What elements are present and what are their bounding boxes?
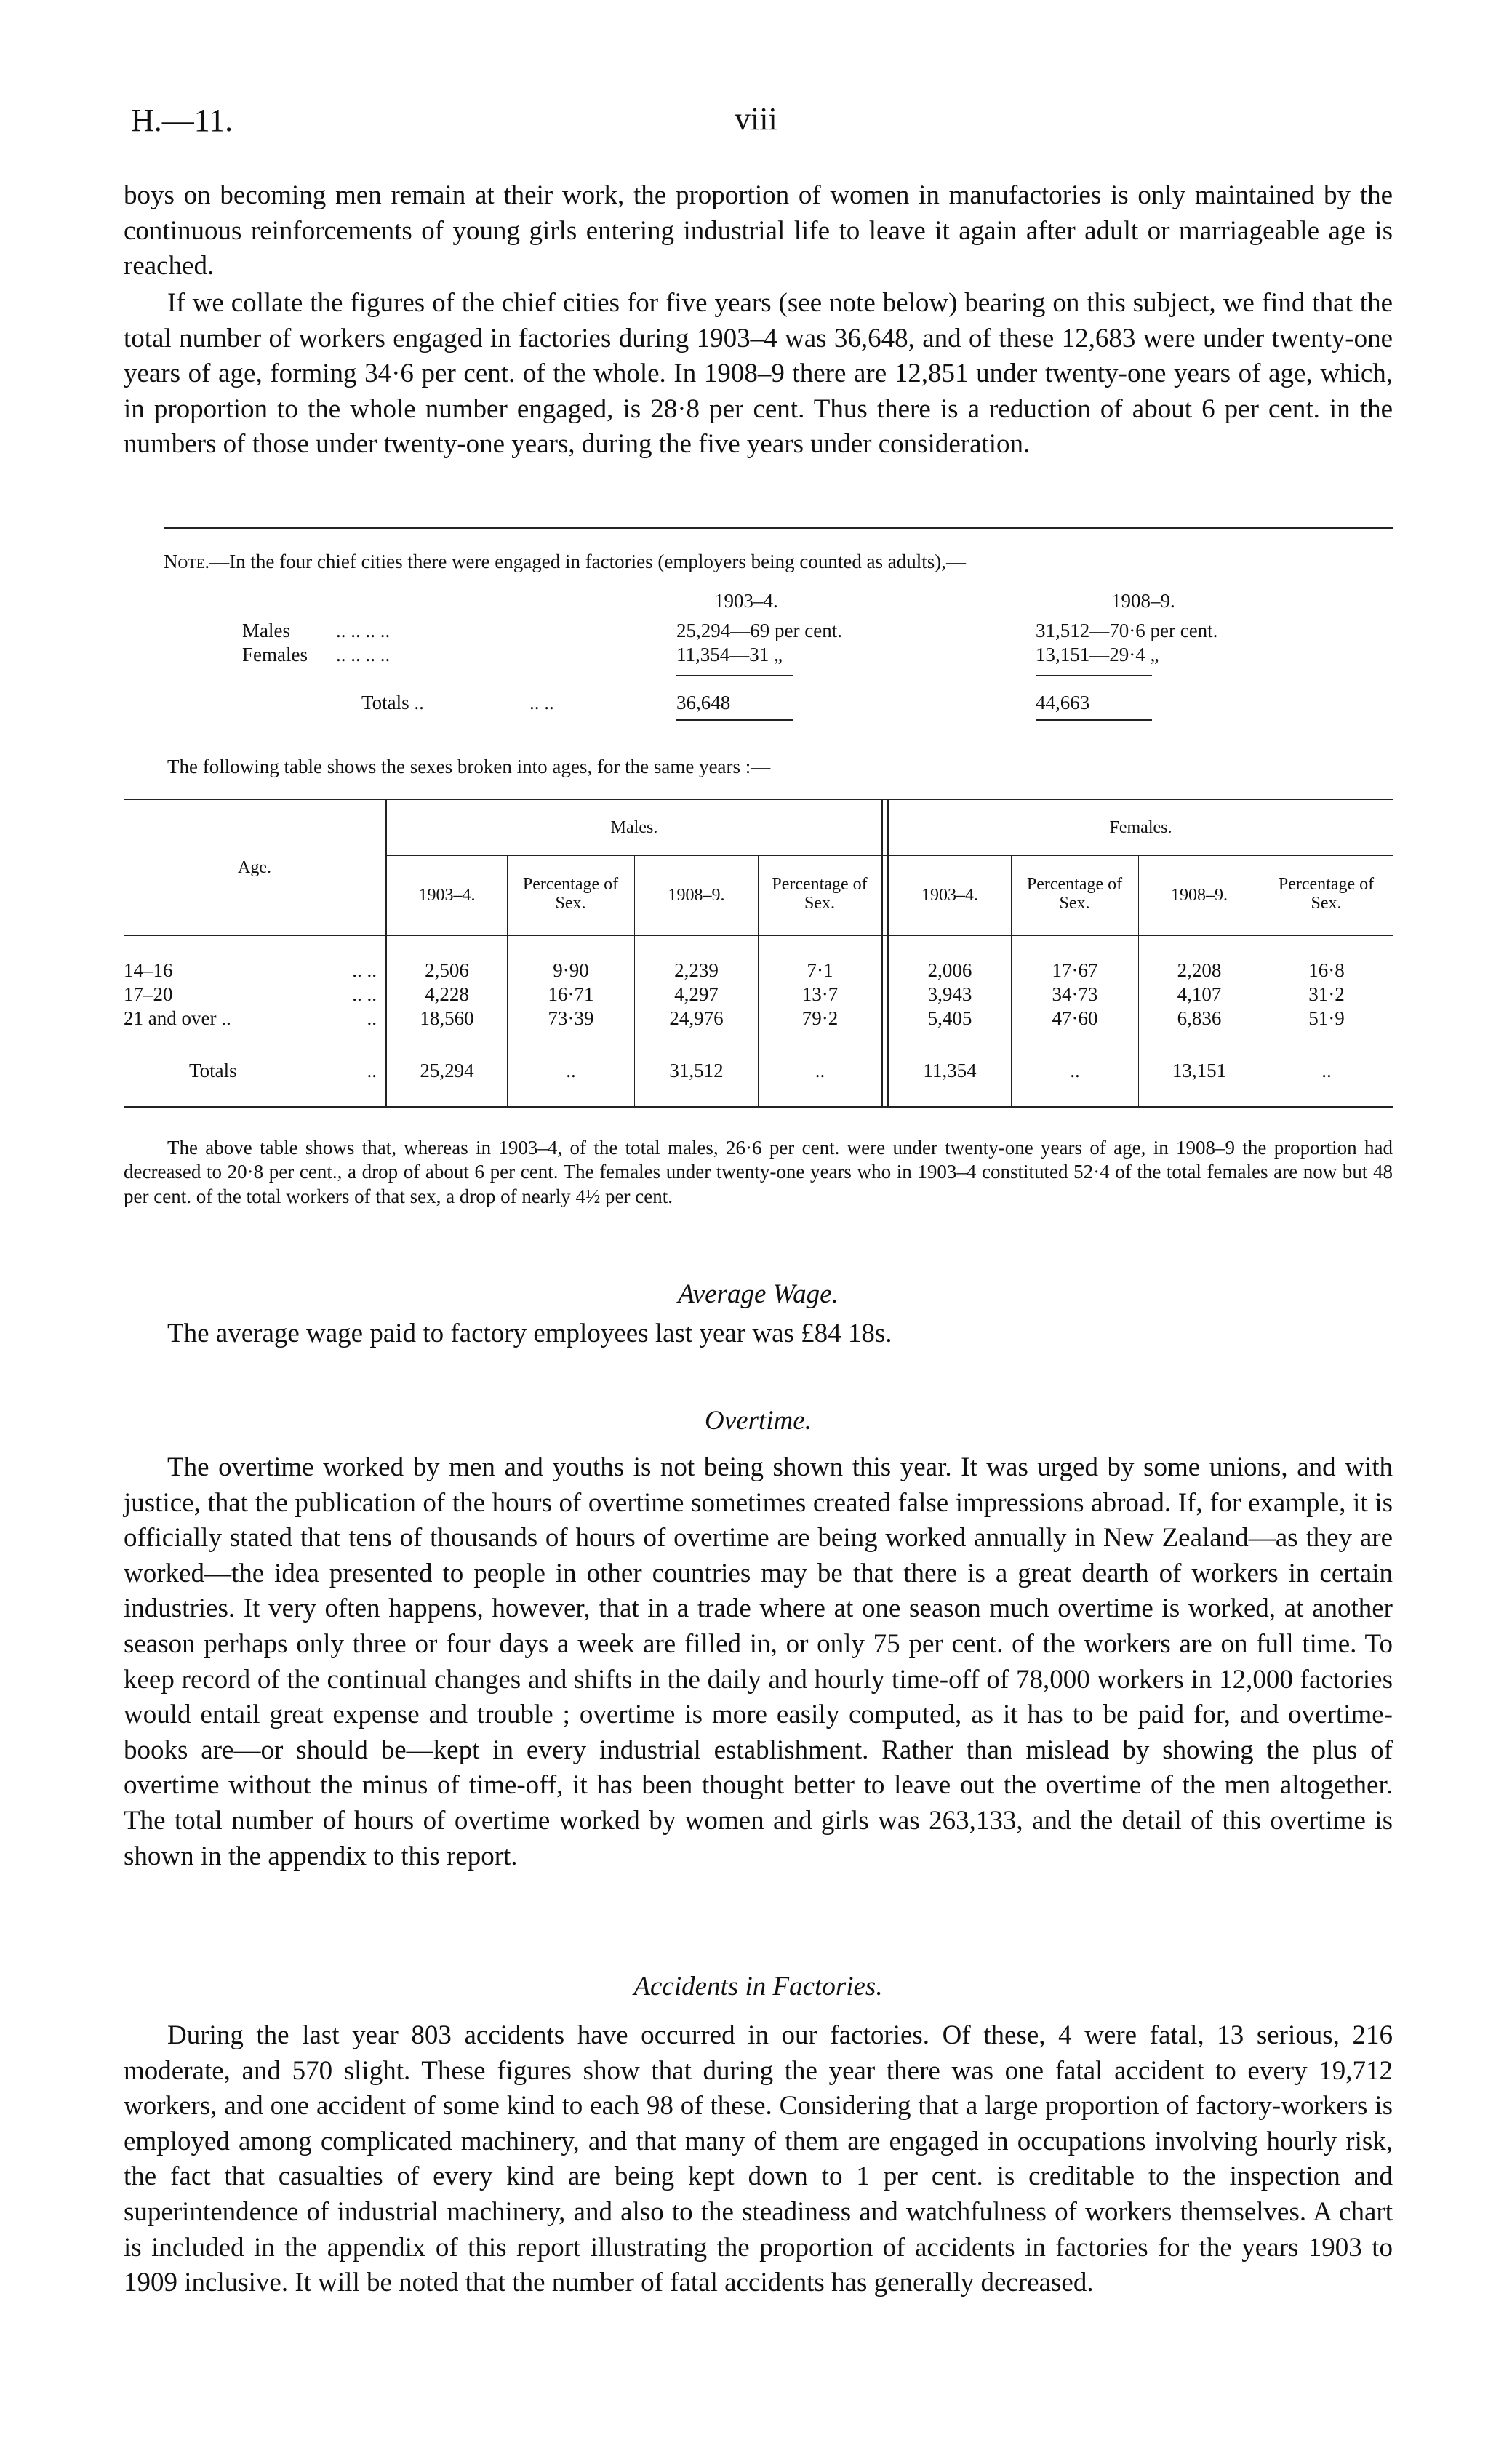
average-wage-text: The average wage paid to factory employees last year was £84 18s. xyxy=(167,1319,892,1348)
note-col-1908: 1908–9. xyxy=(1111,590,1175,612)
table-total-cell: 11,354 xyxy=(923,1060,977,1081)
table-sub-header: Percentage of Sex. xyxy=(772,875,868,913)
table-total-cell: .. xyxy=(815,1060,825,1081)
table-cell: 51·9 xyxy=(1308,1007,1345,1029)
table-total-cell: 13,151 xyxy=(1172,1060,1227,1081)
table-cell: 17·67 xyxy=(1052,959,1098,981)
table-cell: 34·73 xyxy=(1052,983,1098,1005)
table-total-cell: .. xyxy=(1321,1060,1332,1081)
note-sum-rule xyxy=(1036,675,1152,676)
average-wage-heading: Average Wage. xyxy=(678,1279,839,1309)
table-row-dots: .. .. xyxy=(352,983,377,1005)
note-intro xyxy=(164,550,966,574)
table-cell: 31·2 xyxy=(1308,983,1345,1005)
note-row-value-1903: 11,354—31 „ xyxy=(676,644,783,665)
table-top-rule xyxy=(124,799,1393,800)
note-row-value-1908: 13,151—29·4 „ xyxy=(1036,644,1159,665)
table-cell: 2,239 xyxy=(674,959,719,981)
table-totals-label: Totals xyxy=(189,1060,237,1081)
table-cell: 16·8 xyxy=(1308,959,1345,981)
table-cell: 13·7 xyxy=(801,983,839,1005)
table-cell: 6,836 xyxy=(1177,1007,1222,1029)
table-row-dots: .. .. xyxy=(352,959,377,981)
age-sex-table xyxy=(124,795,1393,1108)
table-cell: 24,976 xyxy=(669,1007,724,1029)
separator-rule xyxy=(164,527,1393,529)
table-age-header: Age. xyxy=(238,858,271,877)
table-cell: 4,107 xyxy=(1177,983,1222,1005)
table-total-cell: .. xyxy=(1070,1060,1080,1081)
note-following-text: The following table shows the sexes broken into ages, for the same years :— xyxy=(167,756,771,777)
table-row-dots: .. xyxy=(367,1007,377,1029)
table-sub-header: 1903–4. xyxy=(921,886,978,905)
table-cell: 4,297 xyxy=(674,983,719,1005)
note-row-label: Females xyxy=(242,644,308,665)
accidents-heading: Accidents in Factories. xyxy=(633,1972,883,2001)
table-row-age: 17–20 xyxy=(124,983,173,1005)
note-intro-text: —In the four chief cities there were engaged in factories (employers being counted as adults),— xyxy=(209,551,967,572)
table-males-header: Males. xyxy=(610,818,658,837)
table-sub-header: Percentage of Sex. xyxy=(522,875,619,913)
table-cell: 4,228 xyxy=(425,983,469,1005)
table-cell: 5,405 xyxy=(927,1007,972,1029)
table-cell: 16·71 xyxy=(548,983,594,1005)
note-sum-rule xyxy=(1036,719,1152,721)
note-row-label: Males xyxy=(242,620,290,641)
note-totals-dots: .. .. xyxy=(529,692,554,713)
overtime-text: The overtime worked by men and youths is not being shown this year. It was urged by some unions, and with justice, that the publication of the hours of overtime sometimes created false impressions abroad. If, for example, it is officially stated that tens of thousands of hours of overtime are being worked annually in New Zealand—as they are worked—the idea presented to people in other countries may be that there is a great dearth of workers in certain industries. It very often happens, however, that in a trade where at one season much overtime is worked, at another season perhaps only three or four days a week are filled in, or only 75 per cent. of the workers are on full time. To keep record of the continual changes and shifts in the daily and hourly time-off of 78,000 workers in 12,000 factories would entail great expense and trouble ; overtime is more easily computed, as it has to be paid for, and overtime-books are—or should be—kept in every industrial establishment. Rather than mislead by showing the plus of overtime without the minus of time-off, it has been thought better to leave out the overtime of the men altogether. The total number of hours of overtime worked by women and girls was 263,133, and the detail of this overtime is shown in the appendix to this report. xyxy=(124,1452,1393,1871)
table-row-age: 21 and over .. xyxy=(124,1007,231,1029)
table-cell: 79·2 xyxy=(801,1007,839,1029)
table-total-cell: 31,512 xyxy=(669,1060,724,1081)
table-summary-note: The above table shows that, whereas in 1903–4, of the total males, 26·6 per cent. were under twenty-one years of age, in 1908–9 the proportion had decreased to 20·8 per cent., a drop of about 6 per cent. The females under twenty-one years who in 1903–4 constituted 52·4 of the total females are now but 48 per cent. of the total workers of that sex, a drop of nearly 4½ per cent. xyxy=(124,1137,1393,1207)
note-row-dots: .. .. .. .. xyxy=(336,620,391,641)
note-total-1908: 44,663 xyxy=(1036,692,1090,713)
table-females-header: Females. xyxy=(1109,818,1172,837)
table-total-cell: 25,294 xyxy=(420,1060,474,1081)
table-header-rule xyxy=(385,855,1393,856)
table-cell: 47·60 xyxy=(1052,1007,1098,1029)
table-cell: 2,506 xyxy=(425,959,469,981)
note-totals-label: Totals .. xyxy=(361,692,424,713)
note-col-1903: 1903–4. xyxy=(714,590,778,612)
table-cell: 9·90 xyxy=(553,959,589,981)
table-sub-header: Percentage of Sex. xyxy=(1278,875,1375,913)
table-totals-dots: .. xyxy=(367,1060,377,1081)
note-total-1903: 36,648 xyxy=(676,692,731,713)
page-number: viii xyxy=(735,101,777,137)
note-sum-rule xyxy=(676,675,793,676)
table-sub-header: 1908–9. xyxy=(1171,886,1228,905)
table-cell: 2,006 xyxy=(927,959,972,981)
note-label: Note. xyxy=(164,551,210,572)
table-cell: 73·39 xyxy=(548,1007,594,1029)
table-row-age: 14–16 xyxy=(124,959,173,981)
table-sub-header: 1903–4. xyxy=(418,886,476,905)
note-row-value-1903: 25,294—69 per cent. xyxy=(676,620,842,641)
table-cell: 2,208 xyxy=(1177,959,1222,981)
report-reference: H.—11. xyxy=(131,103,233,138)
table-sub-header: Percentage of Sex. xyxy=(1026,875,1123,913)
accidents-text: During the last year 803 accidents have occurred in our factories. Of these, 4 were fatal, 13 serious, 216 moderate, and 570 slight. These figures show that during the year there was one fatal accident to every 19,712 workers, and one accident of some kind to each 98 of these. Considering that a large proportion of factory-workers is employed among complicated machinery, and that many of them are engaged in occupations involving hourly risk, the fact that casualties of every kind are being kept down to 1 per cent. is creditable to the inspection and superintendence of industrial machinery, and also to the steadiness and watchfulness of workers themselves. A chart is included in the appendix of this report illustrating the proportion of accidents in factories for the years 1903 to 1909 inclusive. It will be noted that the number of fatal accidents has generally decreased. xyxy=(124,2020,1393,2298)
note-row-value-1908: 31,512—70·6 per cent. xyxy=(1036,620,1218,641)
note-sum-rule xyxy=(676,719,793,721)
table-cell: 18,560 xyxy=(420,1007,474,1029)
table-sub-header: 1908–9. xyxy=(668,886,725,905)
table-cell: 3,943 xyxy=(927,983,972,1005)
table-col-rule xyxy=(881,799,883,1108)
table-total-cell: .. xyxy=(566,1060,576,1081)
paragraph-collate-figures: If we collate the figures of the chief cities for five years (see note below) bearing on this subject, we find that the total number of workers engaged in factories during 1903–4 was 36,648, and of these 12,683 were under twenty-one years of age, forming 34·6 per cent. of the whole. In 1908–9 there are 12,851 under twenty-one years of age, which, in proportion to the whole number engaged, is 28·8 per cent. Thus there is a reduction of about 6 per cent. in the numbers of those under twenty-one years, during the five years under consideration. xyxy=(124,288,1393,460)
overtime-heading: Overtime. xyxy=(705,1406,812,1436)
paragraph-continuation: boys on becoming men remain at their work, the proportion of women in manufactories is only maintained by the continuous reinforcements of young girls entering industrial life to leave it again after adult or marriageable age is reached. xyxy=(124,180,1393,281)
table-cell: 7·1 xyxy=(807,959,833,981)
note-row-dots: .. .. .. .. xyxy=(336,644,391,665)
